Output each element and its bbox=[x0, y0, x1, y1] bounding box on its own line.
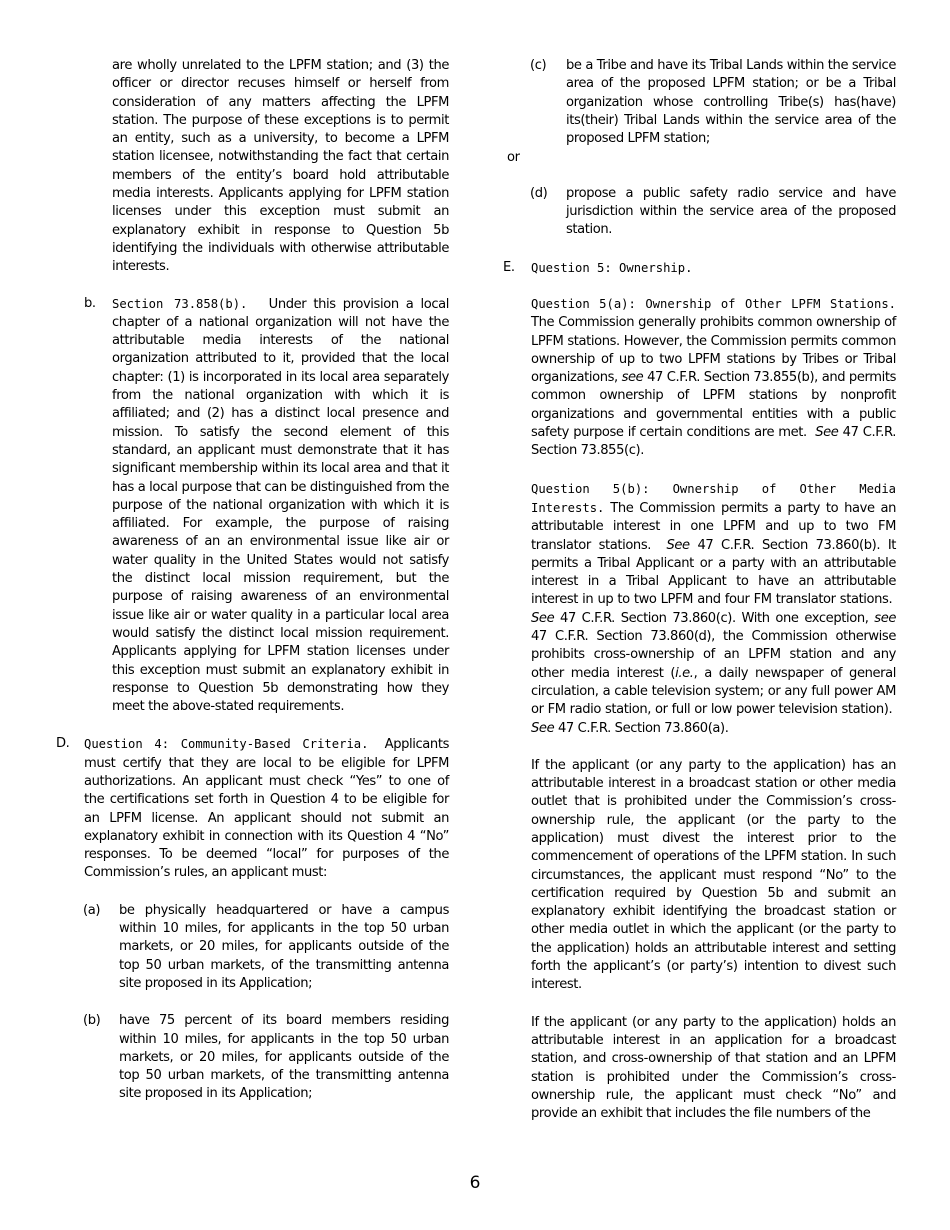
item-label: (c) bbox=[530, 58, 547, 73]
question-5a-caption: Question 5(a): Ownership of Other LPFM Stations. bbox=[531, 296, 896, 311]
question-5-caption: Question 5: Ownership. bbox=[531, 260, 693, 275]
criterion-a-text: be physically headquartered or have a campus within 10 miles, for applicants in the top 50 urban markets, or 20 miles, for applicants outside of the top 50 urban markets, of the transmitting antenna site proposed in its Application; bbox=[119, 902, 449, 991]
criterion-d-text: propose a public safety radio service and have jurisdiction within the service area of the proposed station. bbox=[566, 185, 896, 238]
criterion-c-item bbox=[503, 57, 896, 148]
question-5b-paragraph: Question 5(b): Ownership of Other Media Interests. The Commission permits a party to have an attributable interest in one LPFM and up to two FM translator stations. See 47 C.F.R. Section 73.860(b). It permits a Tribal Applicant or a party with an attributable interest in a Tribal Applicant to have an attributable interest in up to two LPFM and four FM translator stations. See 47 C.F.R. Section 73.860(c). With one exception, see 47 C.F.R. Section 73.860(d), the Commission otherwise prohibits cross-ownership of an LPFM station and any other media interest (i.e., a daily newspaper of general circulation, a cable television system; or any full power AM or FM radio station, or full or low power television station). See 47 C.F.R. Section 73.860(a). bbox=[531, 481, 897, 736]
question-4-section bbox=[56, 735, 449, 882]
pending-application-paragraph: If the applicant (or any party to the application) holds an attributable interest in an application for a broadcast station, and cross-ownership of that station and an LPFM station is prohibited under the Commission’s cross-ownership rule, the applicant must check “No” and provide an exhibit that includes the file numbers of the bbox=[531, 1014, 896, 1122]
section-73-858b-paragraph: Section 73.858(b). Under this provision a local chapter of a national organization will not have the attributable media interests of the national organization attributed to it, provided that the local chapter: (1) is incorporated in its local area separately from the national organization with which it is affiliated; and (2) has a distinct local presence and mission. To satisfy the second element of this standard, an applicant must demonstrate that it has significant membership within its local area and that it has a local purpose that can be distinguished from the purpose of the national organization with which it is affiliated. For example, the purpose of raising awareness of an an environmental issue like air or water quality in the United States would not satisfy the distinct local mission requirement, but the purpose of raising awareness of an environmental issue like air or water quality in a particular local area would satisfy the distinct local mission requirement. Applicants applying for LPFM station licenses under this exception must submit an explanatory exhibit in response to Question 5b demonstrating how they meet the above-stated requirements. bbox=[112, 296, 450, 715]
item-label: b. bbox=[84, 295, 96, 311]
question-5b-caption: Question 5(b): Ownership of Other Media Interests. bbox=[531, 481, 896, 515]
criterion-b-item bbox=[56, 1012, 449, 1103]
criterion-c-text: be a Tribe and have its Tribal Lands within the service area of the proposed LPFM station; or be a Tribal organization whose controlling Tribe(s) has(have) its(their) Tribal Lands within the service area of the proposed LPFM station; bbox=[566, 58, 896, 147]
criterion-b-text: have 75 percent of its board members residing within 10 miles, for applicants in the top 50 urban markets, or 20 miles, for applicants outside of the top 50 urban markets, of the transmitting antenna site proposed in its Application; bbox=[119, 1013, 449, 1102]
section-label: D. bbox=[56, 736, 70, 752]
question-5a-paragraph: Question 5(a): Ownership of Other LPFM Stations. The Commission generally prohibits common ownership of LPFM stations. However, the Commission permits common ownership of up to two LPFM stations by Tribes or Tribal organizations, see 47 C.F.R. Section 73.855(b), and permits common ownership of LPFM stations by nonprofit organizations and governmental entities with a public safety purpose if certain conditions are met. See 47 C.F.R. Section 73.855(c). bbox=[531, 296, 897, 459]
question-4-caption: Question 4: Community-Based Criteria. bbox=[84, 737, 369, 752]
item-label: (b) bbox=[83, 1013, 101, 1029]
section-73-858b-item bbox=[56, 295, 449, 717]
item-label: (a) bbox=[83, 902, 101, 918]
page-number: 6 bbox=[469, 1173, 481, 1193]
divestiture-paragraph: If the applicant (or any party to the application) has an attributable interest in a broadcast station or other media outlet that is prohibited under the Commission’s cross-ownership rule, the applicant (or the party to the application) must divest the interest prior to the commencement of operations of the LPFM station. In such circumstances, the applicant must respond “No” to the certification required by Question 5b and submit an explanatory exhibit identifying the broadcast station or other media outlet in which the applicant (or the party to the application) holds an attributable interest and setting forth the applicant’s (or party’s) intention to divest such interest. bbox=[531, 757, 896, 993]
question-4-paragraph: Question 4: Community-Based Criteria. Applicants must certify that they are local to be eligible for LPFM authorizations. An applicant must check “Yes” to one of the certifications set forth in Question 4 to be eligible for an LPFM license. An applicant should not submit an explanatory exhibit in connection with its Question 4 “No” responses. To be deemed “local” for purposes of the Commission’s rules, an applicant must: bbox=[84, 737, 449, 881]
criterion-a-item bbox=[56, 902, 449, 993]
right-column bbox=[503, 57, 896, 1123]
or-connector: or bbox=[507, 150, 520, 166]
criterion-d-item bbox=[503, 185, 896, 240]
item-label: (d) bbox=[530, 185, 548, 201]
left-column bbox=[56, 57, 449, 1104]
question-5-heading bbox=[503, 259, 896, 278]
section-caption: Section 73.858(b). bbox=[112, 296, 248, 311]
exception-continuation-paragraph: are wholly unrelated to the LPFM station; and (3) the officer or director recuses himself or herself from consideration of any matters affecting the LPFM station. The purpose of these exceptions is to permit an entity, such as a university, to become a LPFM station licensee, notwithstanding the fact that certain members of the entity’s board hold attributable media interests. Applicants applying for LPFM station licenses under this exception must submit an explanatory exhibit in response to Question 5b identifying the individuals with otherwise attributable interests. bbox=[112, 58, 449, 275]
section-label: E. bbox=[503, 259, 515, 275]
